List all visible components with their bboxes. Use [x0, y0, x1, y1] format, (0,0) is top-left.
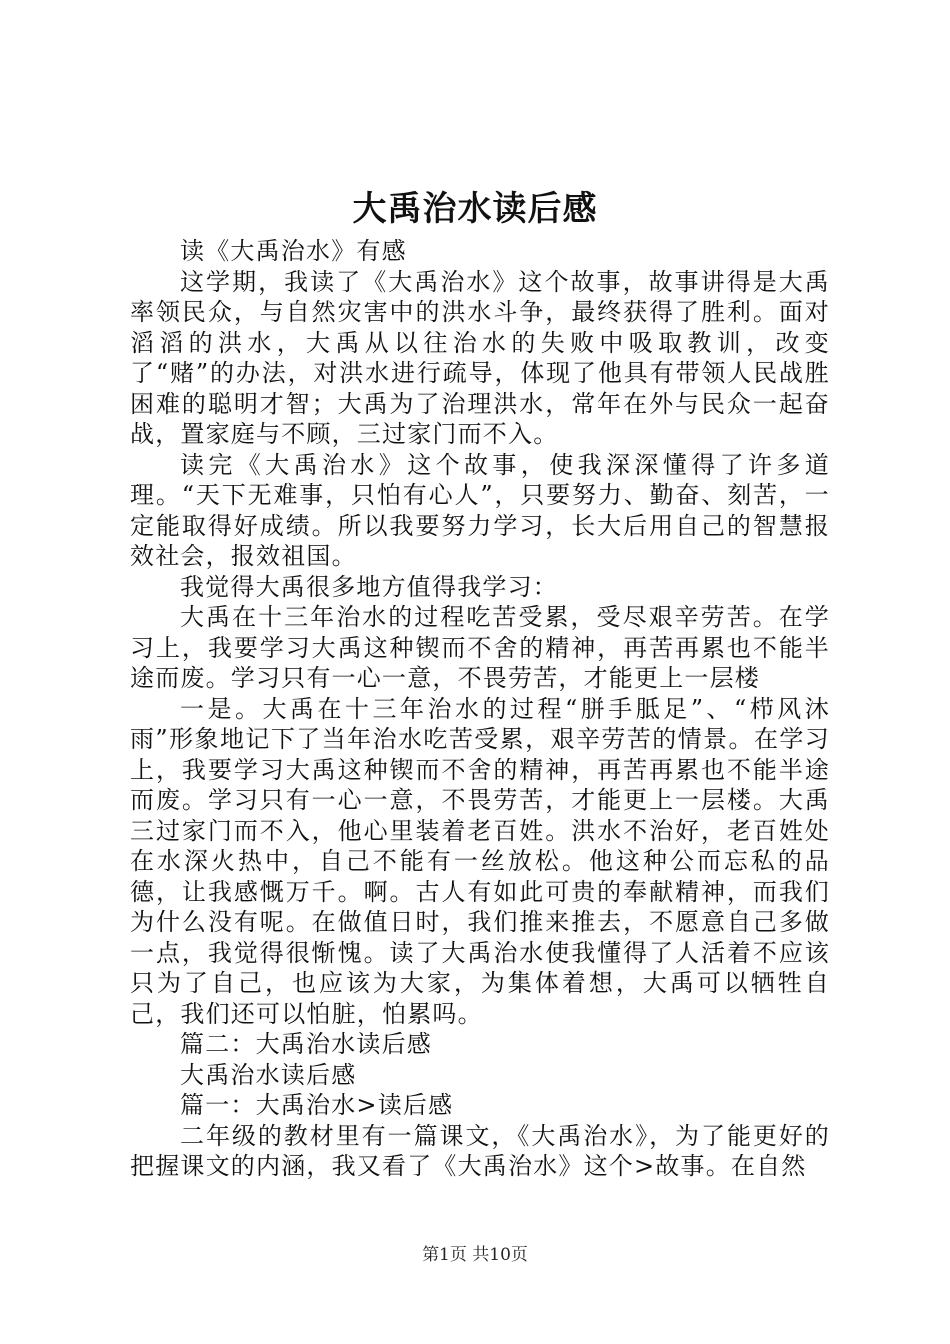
- paragraph: 篇一：大禹治水>读后感: [180, 1091, 454, 1119]
- paragraph: 大禹在十三年治水的过程吃苦受累，受尽艰辛劳苦。在学习上，我要学习大禹这种锲而不舍的精神，再苦再累也不能半途而废。学习只有一心一意，不畏劳苦，才能更上一层楼: [130, 603, 830, 692]
- paragraph: 一是。大禹在十三年治水的过程“胼手胝足”、“栉风沐雨”形象地记下了当年治水吃苦受累，艰辛劳苦的情景。在学习上，我要学习大禹这种锲而不舍的精神，再苦再累也不能半途而废。学习只有一心一意，不畏劳苦，才能更上一层楼。大禹三过家门而不入，他心里装着老百姓。洪水不治好，老百姓处在水深火热中，自己不能有一丝放松。他这种公而忘私的品德，让我感慨万千。啊。古人有如此可贵的奉献精神，而我们为什么没有呢。在做值日时，我们推来推去，不愿意自己多做一点，我觉得很惭愧。读了大禹治水使我懂得了人活着不应该只为了自己，也应该为大家，为集体着想，大禹可以牺牲自己，我们还可以怕脏，怕累吗。: [130, 694, 830, 1028]
- paragraph: 读《大禹治水》有感: [180, 237, 407, 265]
- paragraph: 我觉得大禹很多地方值得我学习：: [180, 572, 558, 601]
- paragraph: 读完《大禹治水》这个故事，使我深深懂得了许多道理。“天下无难事，只怕有心人”，只要努力、勤奋、刻苦，一定能取得好成绩。所以我要努力学习，长大后用自己的智慧报效社会，报效祖国。: [130, 450, 830, 570]
- paragraph: 大禹治水读后感: [180, 1060, 357, 1089]
- paragraph: 篇二：大禹治水读后感: [180, 1030, 432, 1058]
- paragraph: 二年级的教材里有一篇课文，《大禹治水》，为了能更好的把握课文的内涵，我又看了《大禹治水》这个>故事。在自然: [130, 1121, 830, 1180]
- document-title: 大禹治水读后感: [352, 189, 598, 229]
- document-body: [130, 236, 830, 1182]
- page-number-footer: 第1页 共10页: [422, 1245, 528, 1265]
- paragraph: 这学期，我读了《大禹治水》这个故事，故事讲得是大禹率领民众，与自然灾害中的洪水斗争，最终获得了胜利。面对滔滔的洪水，大禹从以往治水的失败中吸取教训，改变了“赌”的办法，对洪水进行疏导，体现了他具有带领人民战胜困难的聪明才智；大禹为了治理洪水，常年在外与民众一起奋战，置家庭与不顾，三过家门而不入。: [130, 267, 830, 448]
